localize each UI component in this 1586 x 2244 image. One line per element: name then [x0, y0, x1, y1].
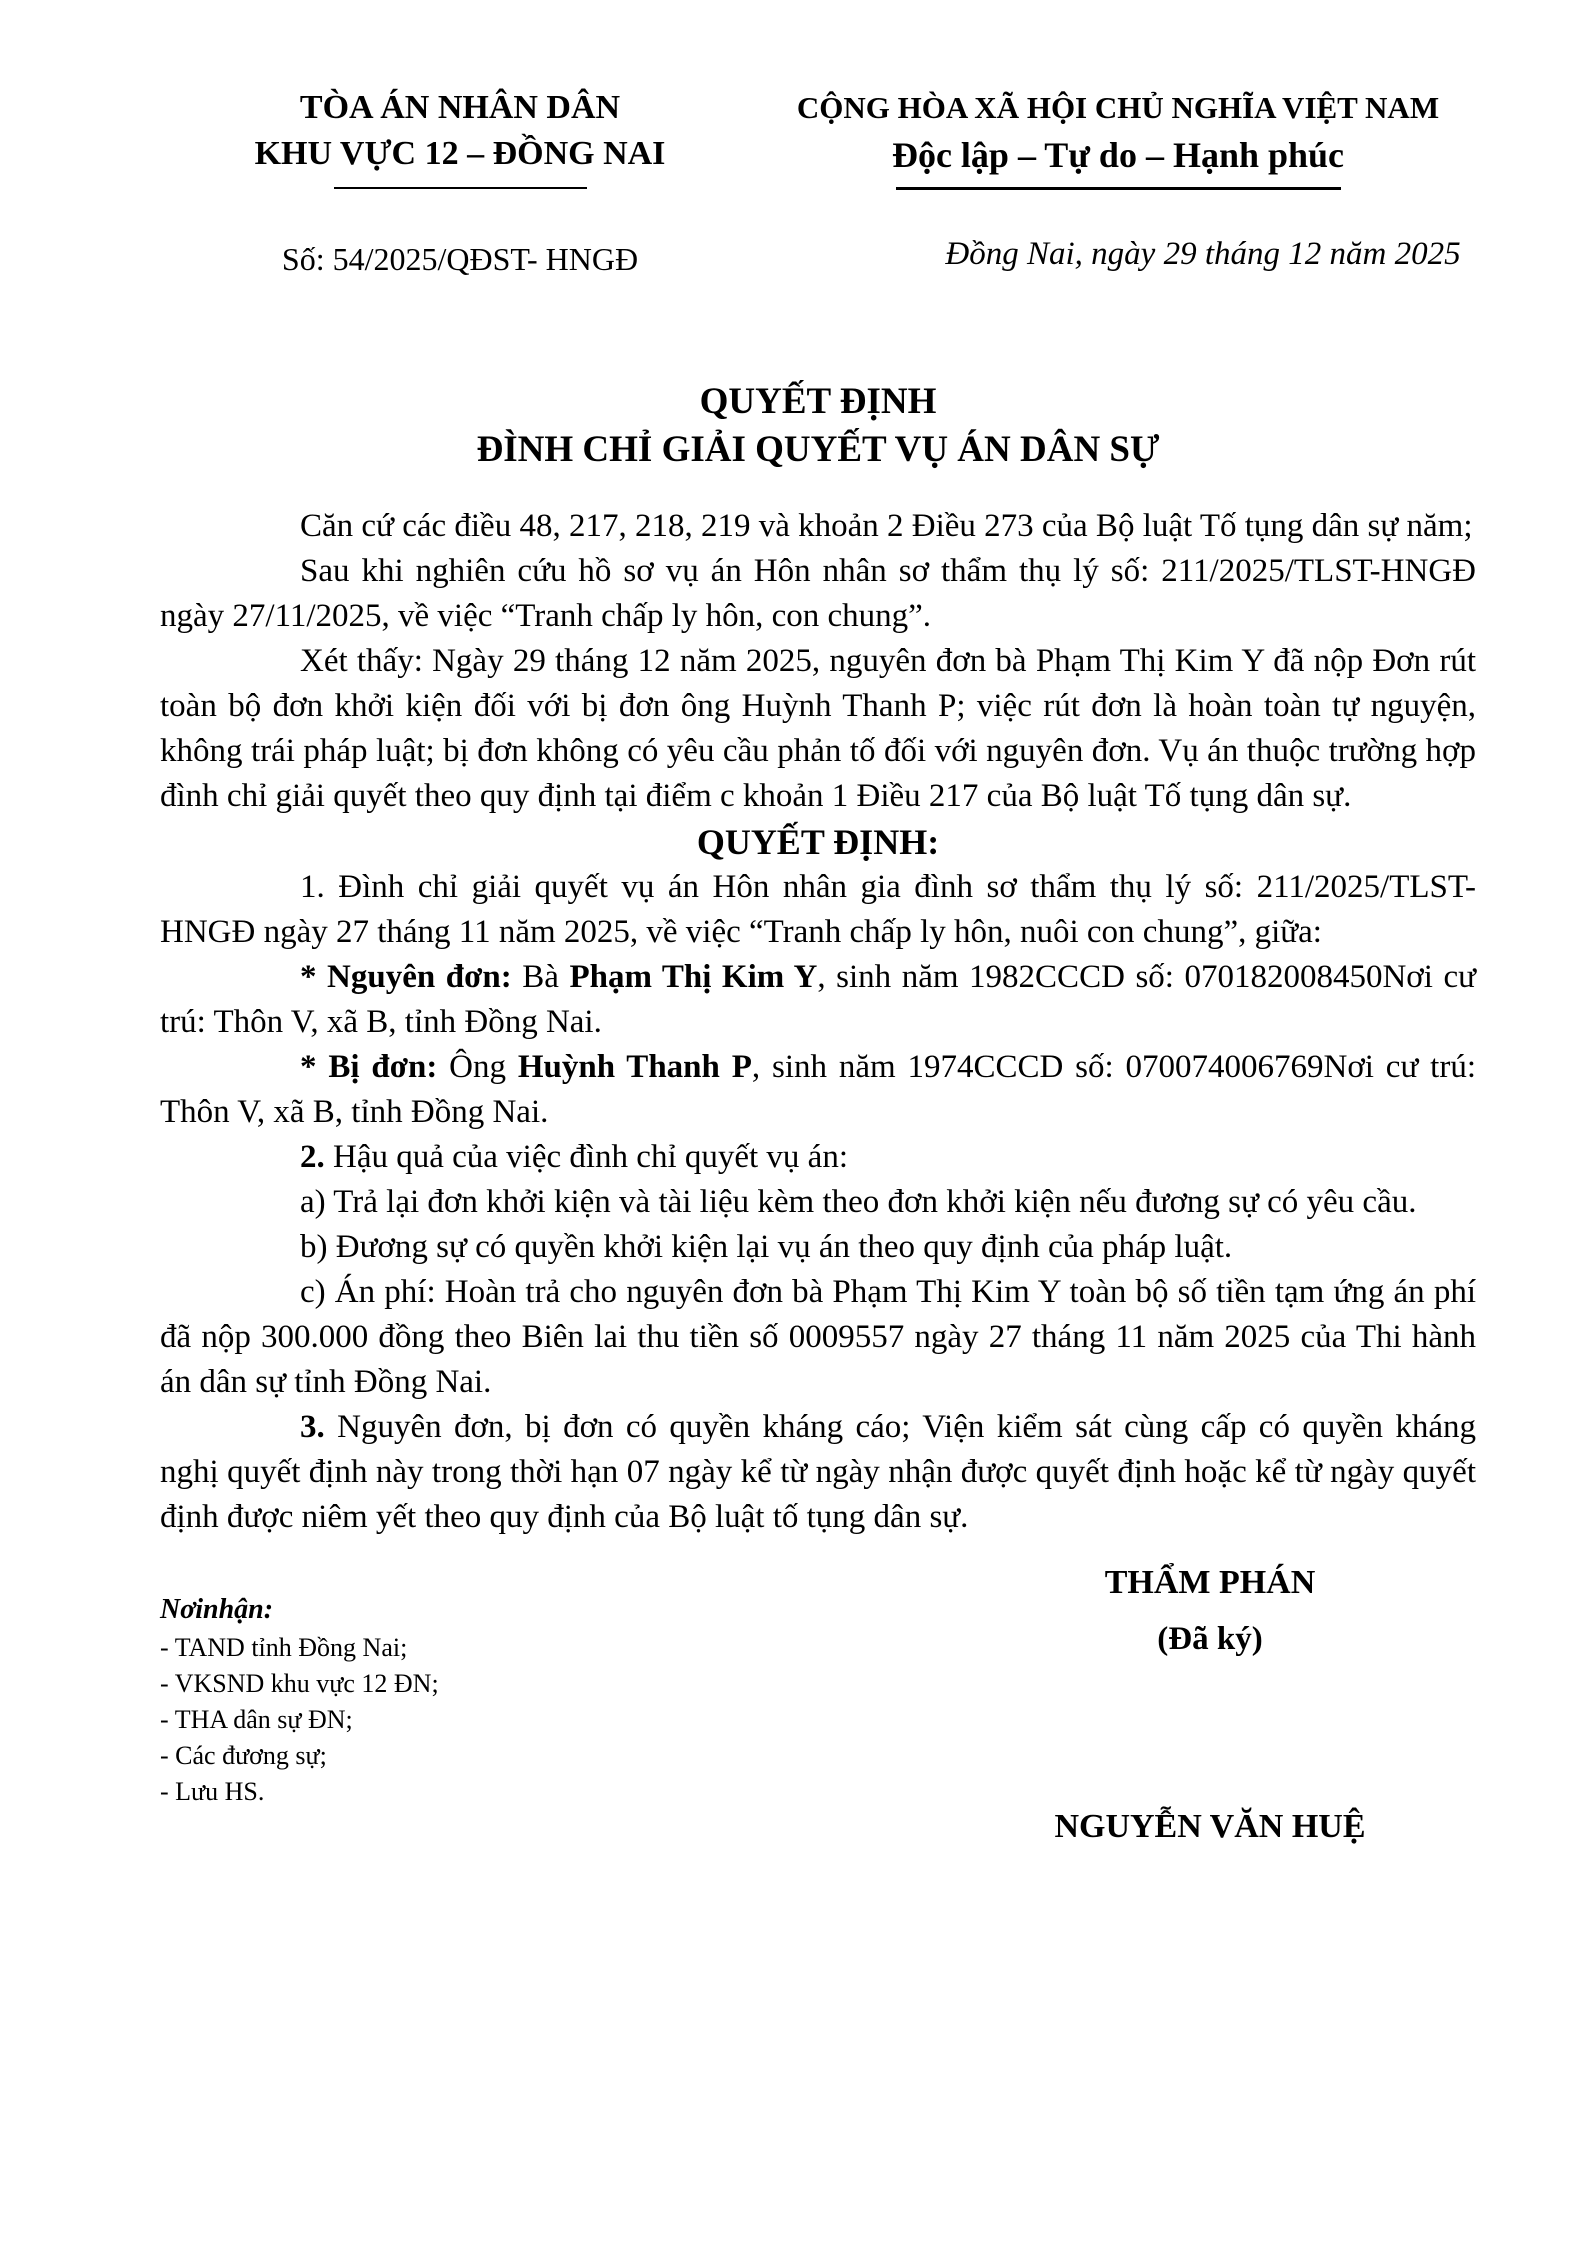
motto-line: Độc lập – Tự do – Hạnh phúc	[891, 135, 1345, 175]
signature-block	[930, 1560, 1490, 1849]
article-3	[160, 1405, 1476, 1540]
signed-note: (Đã ký)	[1157, 1621, 1263, 1657]
preamble-paragraph-3: Xét thấy: Ngày 29 tháng 12 năm 2025, nguyên đơn bà Phạm Thị Kim Y đã nộp Đơn rút toàn bộ đơn khởi kiện đối với bị đơn ông Huỳnh Thanh P; việc rút đơn là hoàn toàn tự nguyện, không trái pháp luật; bị đơn không có yêu cầu phản tố đối với nguyên đơn. Vụ án thuộc trường hợp đình chỉ giải quyết theo quy định tại điểm c khoản 1 Điều 217 của Bộ luật Tố tụng dân sự.	[160, 643, 1476, 814]
national-motto-block	[760, 85, 1476, 282]
signer-name: NGUYỄN VĂN HUỆ	[1054, 1808, 1366, 1845]
document-body	[160, 504, 1476, 1540]
recipient-item: - TAND tỉnh Đồng Nai;	[160, 1633, 408, 1662]
article-2-item-c: c) Án phí: Hoàn trả cho nguyên đơn bà Phạm Thị Kim Y toàn bộ số tiền tạm ứng án phí đã nộp 300.000 đồng theo Biên lai thu tiền số 0009557 ngày 27 tháng 11 năm 2025 của Thi hành án dân sự tỉnh Đồng Nai.	[160, 1274, 1476, 1400]
article-2-text: Hậu quả của việc đình chỉ quyết vụ án:	[324, 1139, 848, 1175]
preamble-paragraph-1: Căn cứ các điều 48, 217, 218, 219 và khoản 2 Điều 273 của Bộ luật Tố tụng dân sự năm;	[300, 508, 1473, 544]
decision-number: Số: 54/2025/QĐST- HNGĐ	[281, 241, 639, 277]
court-name-underline	[334, 187, 587, 189]
recipient-item: - THA dân sự ĐN;	[160, 1705, 353, 1734]
court-name-line1: TÒA ÁN NHÂN DÂN	[299, 89, 621, 126]
defendant-name: Huỳnh Thanh P	[517, 1049, 752, 1085]
issuing-court-block	[160, 85, 760, 282]
motto-underline	[896, 187, 1341, 190]
article-2-item-b: b) Đương sự có quyền khởi kiện lại vụ án theo quy định của pháp luật.	[300, 1229, 1233, 1265]
article-2	[160, 1135, 1476, 1180]
party-plaintiff	[160, 955, 1476, 1045]
recipient-item: - Lưu HS.	[160, 1777, 265, 1806]
plaintiff-details: , sinh năm 1982CCCD số: 070182008450Nơi cư trú: Thôn V, xã B, tỉnh Đồng Nai.	[160, 959, 1476, 1040]
defendant-label: * Bị đơn:	[300, 1049, 450, 1085]
republic-title: CỘNG HÒA XÃ HỘI CHỦ NGHĨA VIỆT NAM	[796, 90, 1440, 125]
recipient-item: - VKSND khu vực 12 ĐN;	[160, 1669, 439, 1698]
article-3-number: 3.	[300, 1409, 325, 1445]
article-3-text: Nguyên đơn, bị đơn có quyền kháng cáo; Viện kiểm sát cùng cấp có quyền kháng nghị quyết định này trong thời hạn 07 ngày kể từ ngày nhận được quyết định hoặc kể từ ngày quyết định được niêm yết theo quy định của Bộ luật tố tụng dân sự.	[160, 1409, 1476, 1535]
recipient-item: - Các đương sự;	[160, 1741, 327, 1770]
document-header	[160, 85, 1476, 282]
decision-section-heading: QUYẾT ĐỊNH:	[696, 822, 940, 862]
document-title	[160, 378, 1476, 474]
party-defendant	[160, 1045, 1476, 1135]
recipients-label: Nơinhận:	[160, 1594, 274, 1625]
plaintiff-name: Phạm Thị Kim Y	[569, 959, 818, 995]
article-1: 1. Đình chỉ giải quyết vụ án Hôn nhân gia đình sơ thẩm thụ lý số: 211/2025/TLST-HNGĐ ngày 27 tháng 11 năm 2025, về việc “Tranh chấp ly hôn, nuôi con chung”, giữa:	[160, 869, 1476, 950]
recipients-block	[160, 1560, 780, 1810]
place-date-line: Đồng Nai, ngày 29 tháng 12 năm 2025	[945, 236, 1461, 272]
article-2-number: 2.	[300, 1139, 325, 1175]
signer-role: THẨM PHÁN	[1104, 1564, 1316, 1601]
document-title-line2: ĐÌNH CHỈ GIẢI QUYẾT VỤ ÁN DÂN SỰ	[476, 429, 1160, 470]
defendant-details: , sinh năm 1974CCCD số: 070074006769Nơi cư trú: Thôn V, xã B, tỉnh Đồng Nai.	[160, 1049, 1477, 1130]
defendant-honorific: Ông	[449, 1049, 518, 1085]
document-footer	[160, 1560, 1476, 1890]
plaintiff-honorific: Bà	[522, 959, 570, 995]
court-name-line2: KHU VỰC 12 – ĐỒNG NAI	[254, 135, 666, 172]
article-2-item-a: a) Trả lại đơn khởi kiện và tài liệu kèm theo đơn khởi kiện nếu đương sự có yêu cầu.	[300, 1184, 1417, 1220]
document-title-line1: QUYẾT ĐỊNH	[699, 381, 937, 422]
preamble-paragraph-2: Sau khi nghiên cứu hồ sơ vụ án Hôn nhân sơ thẩm thụ lý số: 211/2025/TLST-HNGĐ ngày 27/11/2025, về việc “Tranh chấp ly hôn, con chung”.	[160, 553, 1476, 634]
plaintiff-label: * Nguyên đơn:	[300, 959, 523, 995]
